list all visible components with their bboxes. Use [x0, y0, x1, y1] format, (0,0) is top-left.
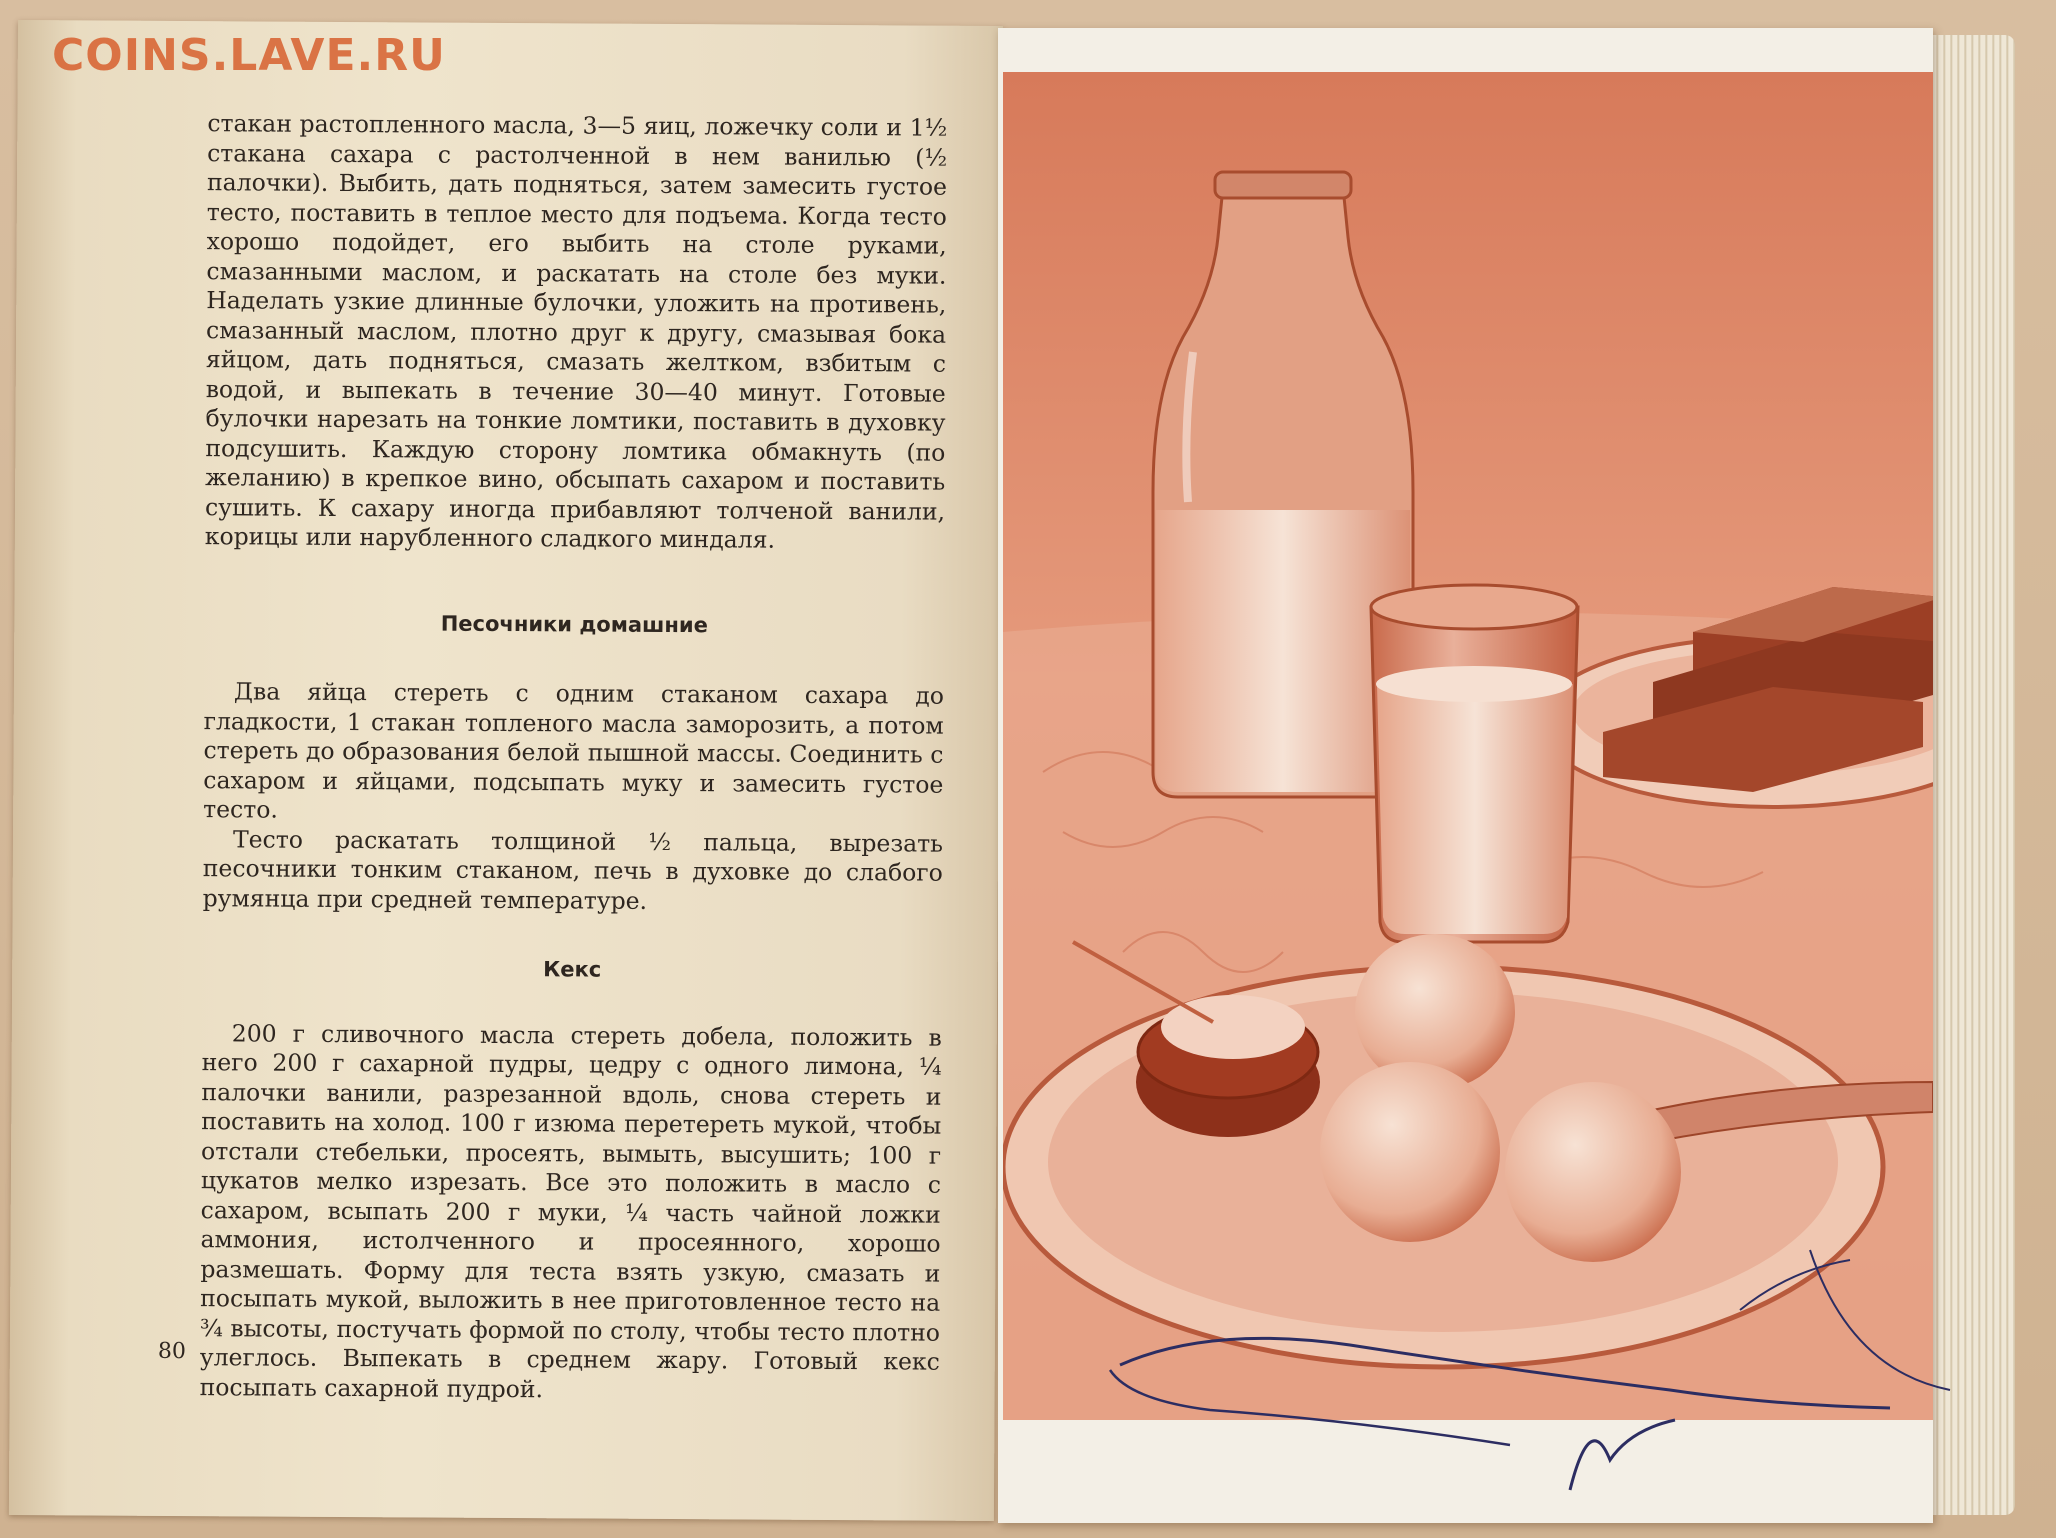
- page-number: 80: [157, 1338, 186, 1365]
- intro-paragraph: стакан растопленного масла, 3—5 яиц, ложечку соли и 1½ стакана сахара с растолченной в нем ванилью (½ палочки). Выбить, дать подняться, затем замесить густое тесто, поставить в теплое место для подъема. Когда тесто хорошо подойдет, его выбить на столе руками, смазанными маслом, и раскатать на столе без муки. Наделать узкие длинные булочки, уложить на противень, смазанный маслом, плотно друг к другу, смазывая бока яйцом, дать подняться, смазать желтком, взбитым с водой, и выпекать в течение 30—40 минут. Готовые булочки нарезать на тонкие ломтики, поставить в духовку подсушить. Каждую сторону ломтика обмакнуть (по желанию) в крепкое вино, обсыпать сахаром и поставить сушить. К сахару иногда прибавляют толченой ванили, корицы или нарубленного сладкого миндаля.: [204, 109, 948, 554]
- left-page: [9, 20, 1003, 1521]
- recipe-paragraph: 200 г сливочного масла стереть добела, положить в него 200 г сахарной пудры, цедру с одного лимона, ¼ палочки ванили, разрезанной вдоль, снова стереть и поставить на холод. 100 г изюма перетереть мукой, чтобы отстали стебельки, просеять, вымыть, высушить; 100 г цукатов мелко изрезать. Все это положить в масло с сахаром, всыпать 200 г муки, ¼ часть чайной ложки аммония, истолченного и просеянного, хорошо размешать. Форму для теста взять узкую, смазать и посыпать мукой, выложить в нее приготовленное тесто на ¾ высоты, постучать формой по столу, чтобы тесто плотно улеглось. Выпекать в среднем жару. Готовый кекс посыпать сахарной пудрой.: [199, 1018, 942, 1403]
- recipe-paragraph: Тесто раскатать толщиной ½ пальца, вырезать песочники тонким стаканом, печь в духовке до слабого румянца при средней температуре.: [202, 824, 944, 915]
- watermark-text: COINS.LAVE.RU: [52, 30, 446, 81]
- pen-scribble: [1090, 1230, 1970, 1530]
- recipe-paragraph: Два яйца стереть с одним стаканом сахара до гладкости, 1 стакан топленого масла заморозить, а потом стереть до образования белой пышной массы. Соединить с сахаром и яйцами, подсыпать муку и замесить густое тесто.: [203, 677, 944, 824]
- recipe-title-pesochniki: Песочники домашние: [440, 611, 708, 637]
- recipe-title-keks: Кекс: [543, 957, 602, 982]
- still-life-photo: [1003, 72, 1933, 1420]
- recipe-text-block: [200, 109, 948, 1406]
- milk-glass: [1371, 585, 1578, 942]
